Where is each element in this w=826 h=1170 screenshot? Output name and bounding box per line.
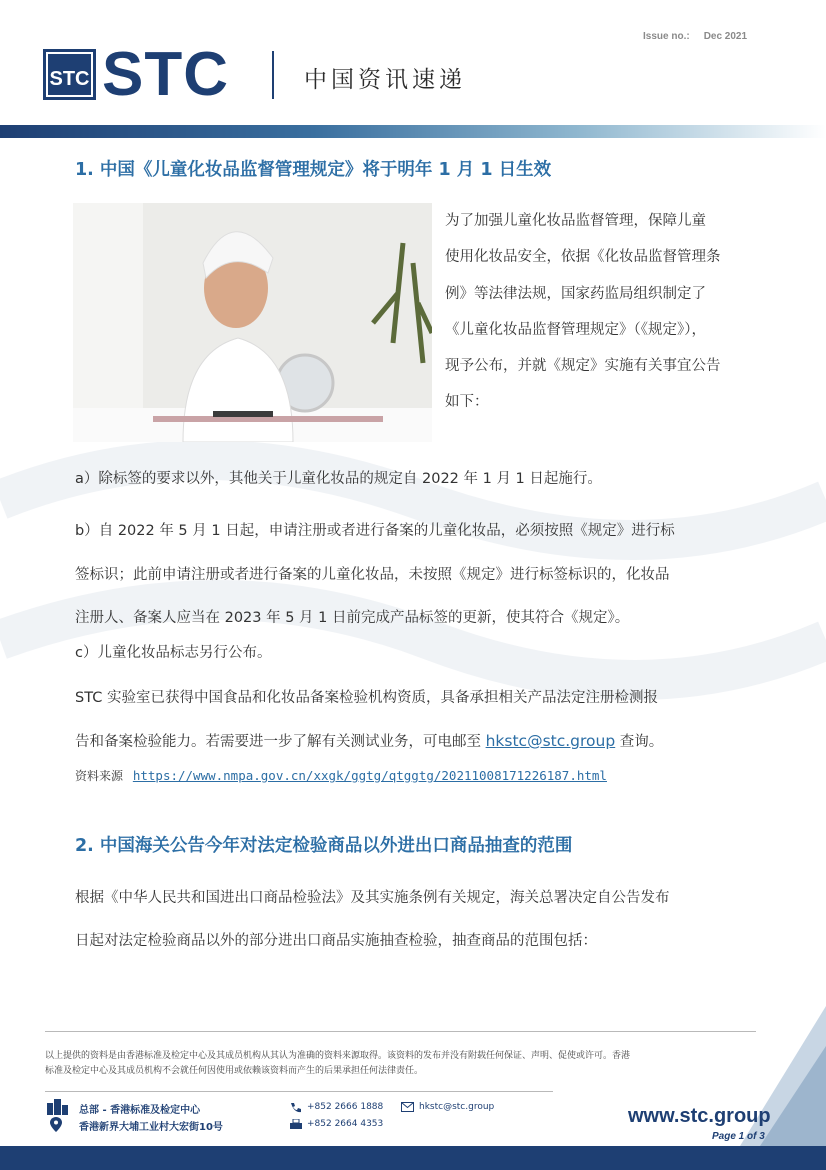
logo-divider [272,51,274,99]
child-cosmetics-photo [73,203,432,442]
intro-line: 使用化妆品安全，依据《化妆品监督管理条 [445,249,721,266]
item-c: c）儿童化妆品标志另行公布。 [75,645,272,661]
issue-info [643,31,747,42]
location-pin-icon [50,1117,62,1132]
section1-heading: 1. 中国《儿童化妆品监督管理规定》将于明年 1 月 1 日生效 [75,160,552,180]
email-link[interactable]: hkstc@stc.group [485,732,616,750]
address: 香港新界大埔工业村大宏街10号 [79,1122,223,1133]
source-label: 资料来源 [75,769,124,783]
header-band [0,125,826,138]
issue-label: Issue no.: [643,31,690,42]
footer-divider-2 [45,1091,553,1092]
disclaimer-line: 以上提供的资料是由香港标准及检定中心及其成员机构从其认为准确的资料来源取得。该资料的发布并没有附载任何保证、声明、促使或许可。香港 [45,1051,631,1061]
section2-line: 日起对法定检验商品以外的部分进出口商品实施抽查检验，抽查商品的范围包括： [75,933,597,949]
item-b [75,510,675,641]
item-b-line: 注册人、备案人应当在 2023 年 5 月 1 日前完成产品标签的更新，使其符合《规定》。 [75,610,630,626]
item-b-line: 签标识；此前申请注册或者进行备案的儿童化妆品，未按照《规定》进行标签标识的，化妆品 [75,566,670,583]
source-link[interactable]: https://www.nmpa.gov.cn/xxgk/ggtg/qtggtg/20211008171226187.html [132,768,607,783]
intro-line: 《儿童化妆品监督管理规定》（《规定》）， [445,321,706,338]
intro-line: 现予公布，并就《规定》实施有关事宜公告 [445,358,721,375]
footer-email[interactable]: hkstc@stc.group [419,1102,495,1112]
website-link[interactable]: www.stc.group [628,1105,771,1127]
logo-text: STC [102,40,229,109]
newsletter-title: 中国资讯速递 [304,67,466,93]
fax-number: +852 2664 4353 [307,1119,384,1129]
footer-band [0,1146,826,1170]
stc-line2-text: 告和备案检验能力。若需要进一步了解有关测试业务，可电邮至 [75,734,486,750]
footer-divider [45,1031,756,1032]
email-icon [401,1102,414,1112]
disclaimer [45,1049,630,1079]
issue-value: Dec 2021 [703,31,748,42]
hq-label: 总部 - 香港标准及检定中心 [79,1105,201,1116]
phone-icon [290,1102,302,1113]
phone-number: +852 2666 1888 [307,1102,384,1112]
stc-line2-suffix: 查询。 [615,734,664,750]
disclaimer-line: 标准及检定中心及其成员机构不会就任何因使用或依赖该资料而产生的后果承担任何法律责任。 [45,1066,424,1076]
section2-line: 根据《中华人民共和国进出口商品检验法》及其实施条例有关规定，海关总署决定自公告发布 [75,890,670,906]
stc-capability-line2 [75,730,663,751]
stc-capability-line1: STC 实验室已获得中国食品和化妆品备案检验机构资质，具备承担相关产品法定注册检测报 [75,690,658,706]
logo-mark-text: STC [49,68,90,90]
fax-icon [290,1119,302,1130]
section2-body [75,877,670,963]
item-a: a）除标签的要求以外，其他关于儿童化妆品的规定自 2022 年 1 月 1 日起施行。 [75,471,602,487]
section1-intro [445,203,721,421]
stc-logo-mark-icon [43,49,96,100]
building-icon [45,1099,69,1115]
intro-line: 为了加强儿童化妆品监督管理，保障儿童 [445,213,706,229]
page-number: Page 1 of 3 [712,1131,765,1142]
item-b-line: b）自 2022 年 5 月 1 日起，申请注册或者进行备案的儿童化妆品，必须按照《规定》进行标 [75,523,675,539]
intro-line: 如下： [445,394,489,411]
section2-heading: 2. 中国海关公告今年对法定检验商品以外进出口商品抽查的范围 [75,836,573,856]
intro-line: 例》等法律法规，国家药监局组织制定了 [445,285,706,302]
source-line [75,767,607,784]
